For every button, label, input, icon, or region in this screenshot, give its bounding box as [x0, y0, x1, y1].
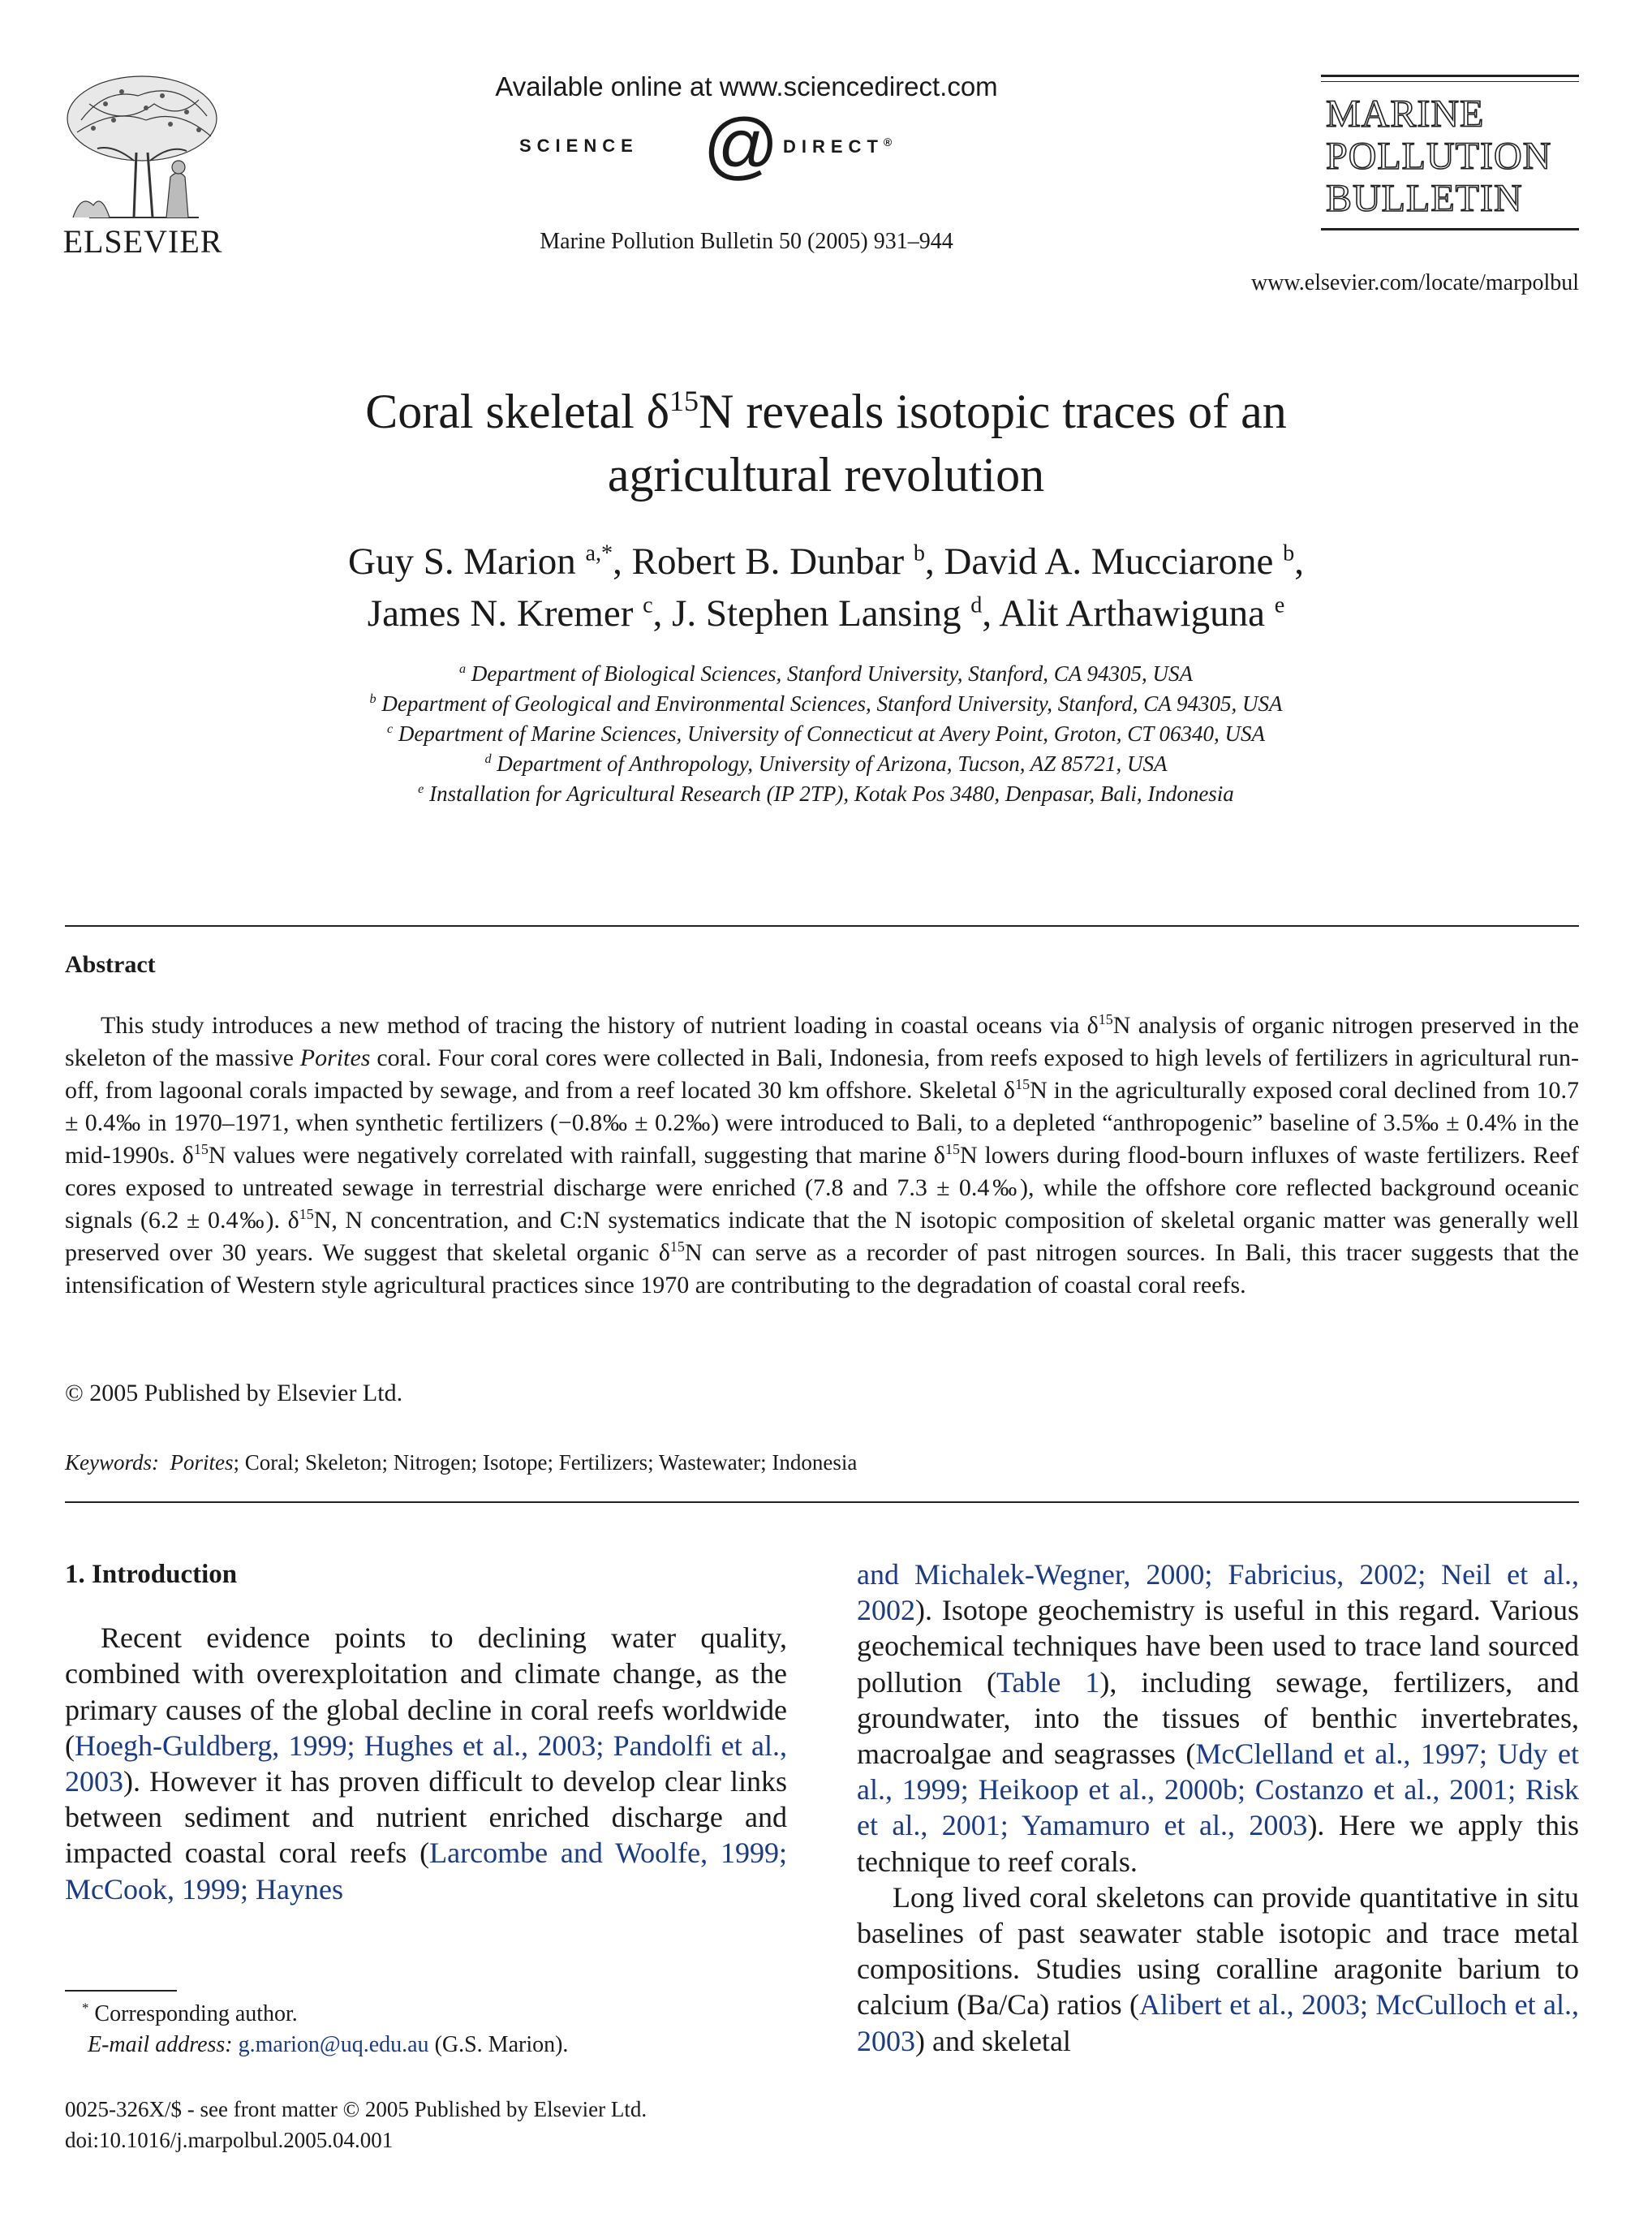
- table-link[interactable]: Table 1: [996, 1665, 1100, 1699]
- affiliation-text: Department of Geological and Environmental Sciences, Stanford University, Stanford, CA 94305, USA: [381, 691, 1283, 716]
- author-name: Alit Arthawiguna: [999, 592, 1265, 635]
- journal-name-line1: MARINE: [1326, 93, 1485, 136]
- keywords-label: Keywords:: [65, 1450, 159, 1475]
- author-name: Guy S. Marion: [348, 540, 576, 583]
- affiliation-item: [130, 779, 1522, 809]
- column-left: [65, 1557, 787, 1907]
- journal-name: [1321, 82, 1579, 228]
- footnote-text: Corresponding author.: [88, 2001, 298, 2026]
- abstract-text: N in the agriculturally exposed coral declined from 10.7 ± 0.4‰ in 1970–1971, when synthetic fertilizers (−0.8‰ ± 0.2‰) were introduced to Bali, to a depleted “anthropogenic” baseline of 3.5‰ ± 0.4% in the mid-1990s. δ: [65, 1077, 1579, 1169]
- abstract-text: This study introduces a new method of tracing the history of nutrient loading in coastal oceans via δ: [101, 1012, 1099, 1039]
- abstract-heading: Abstract: [65, 951, 156, 978]
- page-footer: [65, 2094, 647, 2155]
- intro-text: ). However it has proven difficult to develop clear links between sediment and nutrient enriched discharge and impacted coastal coral reefs (: [65, 1765, 787, 1870]
- abstract-sup: 15: [299, 1206, 314, 1222]
- divider-top: [65, 925, 1579, 927]
- affiliation-item: [130, 659, 1522, 689]
- author-name: James N. Kremer: [367, 592, 634, 635]
- author-sep: ,: [982, 592, 1000, 635]
- author-affil[interactable]: d: [970, 592, 983, 618]
- abstract-text: N, N concentration, and C:N systematics indicate that the N isotopic composition of skeletal organic matter was generally well preserved over 30 years. We suggest that skeletal organic δ: [65, 1207, 1579, 1266]
- intro-text: ). Isotope geochemistry is useful in this regard. Various geochemical techniques have been used to trace land sourced pollution (: [857, 1594, 1579, 1699]
- email-name: (G.S. Marion).: [428, 2032, 569, 2057]
- abstract-text: N values were negatively correlated with rainfall, suggesting that marine δ: [208, 1142, 945, 1169]
- intro-text: ), including sewage, fertilizers, and groundwater, into the tissues of benthic invertebrates, macroalgae and seagrasses (: [857, 1665, 1580, 1771]
- author-affil[interactable]: b: [1283, 540, 1295, 566]
- email-link[interactable]: g.marion@uq.edu.au: [238, 2032, 429, 2057]
- author-list: [130, 536, 1522, 639]
- title-line2: agricultural revolution: [607, 448, 1045, 502]
- sciencedirect-logo: [519, 104, 974, 191]
- sciencedirect-right: DIRECT: [783, 136, 884, 157]
- email-label: E-mail address:: [88, 2032, 233, 2057]
- sciencedirect-at: @: [702, 104, 778, 187]
- journal-citation: Marine Pollution Bulletin 50 (2005) 931–944: [540, 229, 953, 254]
- abstract-italic: Porites: [299, 1044, 371, 1071]
- footnote-email-line: [65, 2030, 568, 2061]
- intro-text: Long lived coral skeletons can provide quantitative in situ baselines of past seawater stable isotopic and trace metal compositions. Studies using coralline aragonite barium to calcium (Ba/Ca) ratios (: [857, 1880, 1579, 2022]
- abstract-body: [65, 1010, 1579, 1302]
- citation-link[interactable]: Alibert et al., 2003; McCulloch et al., 2003: [857, 1988, 1579, 2057]
- affiliation-text: Department of Marine Sciences, University of Connecticut at Avery Point, Groton, CT 06340, USA: [398, 721, 1266, 746]
- citation-link[interactable]: and Michalek-Wegner, 2000; Fabricius, 2002; Neil et al., 2002: [857, 1558, 1579, 1627]
- citation-link[interactable]: McClelland et al., 1997; Udy et al., 1999; Heikoop et al., 2000b; Costanzo et al., 2001; Risk et al., 2001; Yamamuro et al., 2003: [857, 1738, 1579, 1842]
- paper-title: [130, 380, 1522, 506]
- affiliation-item: [130, 689, 1522, 719]
- divider-bottom: [65, 1501, 1579, 1503]
- journal-logo: [1321, 75, 1579, 230]
- section-heading: 1. Introduction: [65, 1560, 238, 1589]
- author-affil[interactable]: c: [643, 592, 653, 618]
- footnote-marker: *: [82, 2000, 89, 2016]
- abstract-sup: 15: [944, 1141, 960, 1157]
- author-affil[interactable]: a,*: [585, 540, 613, 566]
- abstract-text: N lowers during flood-bourn influxes of waste fertilizers. Reef cores exposed to untreated sewage in terrestrial discharge were enriched (7.8 and 7.3 ± 0.4‰), while the offshore core reflected background oceanic signals (6.2 ± 0.4‰). δ: [65, 1142, 1579, 1234]
- affiliation-marker: d: [484, 751, 492, 766]
- intro-paragraph: [65, 1620, 787, 1907]
- author-sep: ,: [1294, 540, 1304, 583]
- affiliation-marker: b: [369, 691, 376, 706]
- title-part1: Coral skeletal δ: [365, 385, 670, 438]
- intro-text: ). Here we apply this technique to reef corals.: [857, 1809, 1580, 1878]
- journal-name-line2: POLLUTION: [1326, 135, 1552, 178]
- journal-url[interactable]: www.elsevier.com/locate/marpolbul: [1250, 270, 1579, 295]
- abstract-sup: 15: [193, 1141, 209, 1157]
- keyword-first: Porites: [170, 1450, 234, 1475]
- footnote-rule: [65, 1990, 177, 1992]
- keywords: [65, 1450, 857, 1475]
- abstract-sup: 15: [1015, 1076, 1030, 1092]
- author-affil[interactable]: b: [913, 540, 925, 566]
- author-sep: ,: [924, 540, 944, 583]
- abstract-sup: 15: [669, 1238, 685, 1255]
- affiliation-list: [130, 659, 1522, 809]
- author-name: David A. Mucciarone: [944, 540, 1274, 583]
- author-affil[interactable]: e: [1274, 592, 1285, 618]
- affiliation-item: [130, 719, 1522, 749]
- footer-doi[interactable]: doi:10.1016/j.marpolbul.2005.04.001: [65, 2128, 394, 2152]
- footnote: [65, 1999, 568, 2061]
- journal-name-line3: BULLETIN: [1326, 177, 1523, 220]
- available-online-text: Available online at www.sciencedirect.com: [495, 71, 998, 101]
- intro-paragraph-cont: [857, 1557, 1579, 1880]
- abstract-text: coral. Four coral cores were collected in Bali, Indonesia, from reefs exposed to high levels of fertilizers in agricultural run-off, from lagoonal corals impacted by sewage, and from a reef located 30 km offshore. Skeletal δ: [65, 1044, 1579, 1104]
- author-name: J. Stephen Lansing: [672, 592, 962, 635]
- abstract-text: N can serve as a recorder of past nitrogen sources. In Bali, this tracer suggests that the intensification of Western style agricultural practices since 1970 are contributing to the degradation of coastal coral reefs.: [65, 1239, 1579, 1298]
- citation-link[interactable]: Larcombe and Woolfe, 1999; McCook, 1999; Haynes: [65, 1837, 787, 1905]
- publisher-name: ELSEVIER: [62, 223, 223, 260]
- intro-paragraph-2: [857, 1880, 1579, 2059]
- intro-text: Recent evidence points to declining water quality, combined with overexploitation and climate change, as the primary causes of the global decline in coral reefs worldwide (: [65, 1621, 787, 1762]
- affiliation-text: Department of Biological Sciences, Stanford University, Stanford, CA 94305, USA: [471, 661, 1193, 686]
- affiliation-text: Installation for Agricultural Research (IP 2TP), Kotak Pos 3480, Denpasar, Bali, Indonesia: [429, 782, 1234, 806]
- keywords-rest: ; Coral; Skeleton; Nitrogen; Isotope; Fertilizers; Wastewater; Indonesia: [233, 1450, 858, 1475]
- registered-mark: ®: [883, 136, 893, 149]
- affiliation-text: Department of Anthropology, University of Arizona, Tucson, AZ 85721, USA: [497, 751, 1168, 776]
- author-name: Robert B. Dunbar: [631, 540, 905, 583]
- author-sep: ,: [652, 592, 673, 635]
- title-sup: 15: [669, 385, 699, 417]
- abstract-sup: 15: [1098, 1011, 1113, 1027]
- title-part2: N reveals isotopic traces of an: [699, 385, 1287, 438]
- journal-rule-bottom: [1321, 228, 1579, 230]
- citation-link[interactable]: Hoegh-Guldberg, 1999; Hughes et al., 2003; Pandolfi et al., 2003: [65, 1729, 787, 1798]
- column-right: [857, 1557, 1579, 2059]
- sciencedirect-left: SCIENCE: [519, 136, 639, 156]
- footer-frontmatter: 0025-326X/$ - see front matter © 2005 Published by Elsevier Ltd.: [65, 2097, 647, 2121]
- affiliation-marker: e: [418, 782, 424, 796]
- intro-text: ) and skeletal: [915, 2024, 1071, 2057]
- author-sep: ,: [613, 540, 632, 583]
- affiliation-marker: c: [386, 721, 394, 736]
- abstract-text: N analysis of organic nitrogen preserved in the skeleton of the massive: [65, 1012, 1579, 1071]
- abstract-copyright: © 2005 Published by Elsevier Ltd.: [65, 1380, 403, 1406]
- footnote-line: [65, 1999, 568, 2030]
- affiliation-item: [130, 749, 1522, 779]
- affiliation-marker: a: [459, 661, 467, 676]
